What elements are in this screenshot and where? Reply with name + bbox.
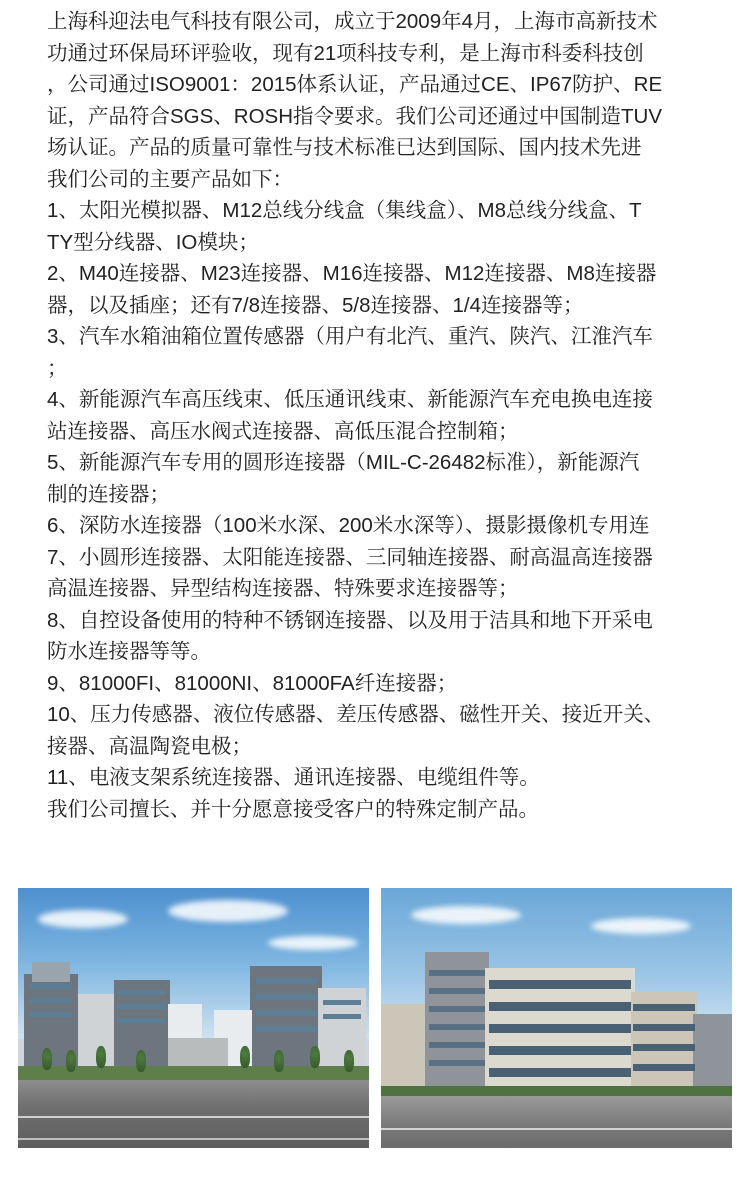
window-band <box>118 990 166 995</box>
hedge <box>381 1086 732 1096</box>
description-text-block <box>47 6 747 825</box>
tree <box>310 1046 320 1068</box>
road-marking <box>381 1128 732 1130</box>
road-marking <box>18 1138 369 1140</box>
window-band <box>429 1024 485 1030</box>
tree <box>42 1048 52 1070</box>
factory-campus-photo <box>18 888 369 1148</box>
tree <box>344 1050 354 1072</box>
paragraph-line: 我们公司的主要产品如下： <box>47 167 293 191</box>
cloud <box>411 906 521 924</box>
paragraph-line: 4、新能源汽车高压线束、低压通讯线束、新能源汽车充电换电连接 <box>47 388 653 411</box>
paragraph-line: 制的连接器； <box>47 482 170 506</box>
window-band <box>633 1024 695 1031</box>
paragraph-line: 器，以及插座；还有7/8连接器、5/8连接器、1/4连接器等； <box>47 293 584 317</box>
office-building-photo <box>381 888 732 1148</box>
tree <box>66 1050 76 1072</box>
paragraph-line: 6、深防水连接器（100米水深、200米水深等）、摄影摄像机专用连 <box>47 514 650 537</box>
window-band <box>30 1012 72 1017</box>
cloud <box>168 900 288 922</box>
cloud <box>38 910 128 928</box>
window-band <box>118 1018 166 1023</box>
window-band <box>429 970 485 976</box>
window-band <box>256 1010 318 1016</box>
paragraph-line: 5、新能源汽车专用的圆形连接器（MIL-C-26482标准），新能源汽 <box>47 451 640 474</box>
paragraph-line: 功通过环保局环评验收，现有21项科技专利，是上海市科委科技创 <box>47 41 644 65</box>
window-band <box>489 1002 631 1011</box>
window-band <box>633 1044 695 1051</box>
paragraph-line: 8、自控设备使用的特种不锈钢连接器、以及用于洁具和地下开采电 <box>47 608 653 632</box>
window-band <box>633 1004 695 1011</box>
window-band <box>429 1006 485 1012</box>
photo-gallery <box>0 888 750 1156</box>
cloud <box>268 936 358 950</box>
window-band <box>429 1060 485 1066</box>
window-band <box>489 980 631 989</box>
paragraph-line: ； <box>47 356 68 380</box>
paragraph-line: 9、81000FI、81000NI、81000FA纤连接器； <box>47 671 458 695</box>
paragraph-line: 1、太阳光模拟器、M12总线分线盒（集线盒）、M8总线分线盒、T <box>47 199 642 222</box>
paragraph-line: 上海科迎法电气科技有限公司，成立于2009年4月，上海市高新技术 <box>47 10 658 33</box>
window-band <box>256 978 318 984</box>
paragraph-line: TY型分线器、IO模块； <box>47 230 259 254</box>
window-band <box>429 1042 485 1048</box>
paragraph-line: 高温连接器、异型结构连接器、特殊要求连接器等； <box>47 577 519 600</box>
tree <box>96 1046 106 1068</box>
paragraph-line: ，公司通过ISO9001：2015体系认证，产品通过CE、IP67防护、RE <box>47 73 663 96</box>
window-band <box>256 1026 318 1032</box>
paragraph-line: 11、电液支架系统连接器、通讯连接器、电缆组件等。 <box>47 766 540 789</box>
paragraph-line: 接器、高温陶瓷电极； <box>47 734 252 758</box>
window-band <box>256 994 318 1000</box>
tree <box>274 1050 284 1072</box>
window-band <box>489 1024 631 1033</box>
tree <box>240 1046 250 1068</box>
paragraph-line: 7、小圆形连接器、太阳能连接器、三同轴连接器、耐高温高连接器 <box>47 545 653 569</box>
paragraph-line: 10、压力传感器、液位传感器、差压传感器、磁性开关、接近开关、 <box>47 703 665 726</box>
building-end <box>693 1014 732 1094</box>
window-band <box>323 1014 361 1019</box>
cloud <box>591 918 691 934</box>
window-band <box>429 988 485 994</box>
paragraph-line: 场认证。产品的质量可靠性与技术标准已达到国际、国内技术先进 <box>47 136 642 159</box>
window-band <box>118 1004 166 1009</box>
window-band <box>323 1000 361 1005</box>
window-band <box>30 998 72 1003</box>
paragraph-line: 防水连接器等等。 <box>47 640 211 663</box>
tree <box>136 1050 146 1072</box>
building-top <box>32 962 70 982</box>
paragraph-line: 2、M40连接器、M23连接器、M16连接器、M12连接器、M8连接器 <box>47 262 657 285</box>
window-band <box>633 1064 695 1071</box>
road <box>381 1096 732 1148</box>
paragraph-line: 证，产品符合SGS、ROSH指令要求。我们公司还通过中国制造TUV <box>47 104 663 128</box>
paragraph-line: 3、汽车水箱油箱位置传感器（用户有北汽、重汽、陕汽、江淮汽车 <box>47 325 653 348</box>
road-marking <box>18 1116 369 1118</box>
window-band <box>30 984 72 989</box>
window-band <box>489 1068 631 1077</box>
paragraph-line: 站连接器、高压水阀式连接器、高低压混合控制箱； <box>47 419 519 443</box>
window-band <box>489 1046 631 1055</box>
paragraph-line: 我们公司擅长、并十分愿意接受客户的特殊定制产品。 <box>47 797 539 821</box>
